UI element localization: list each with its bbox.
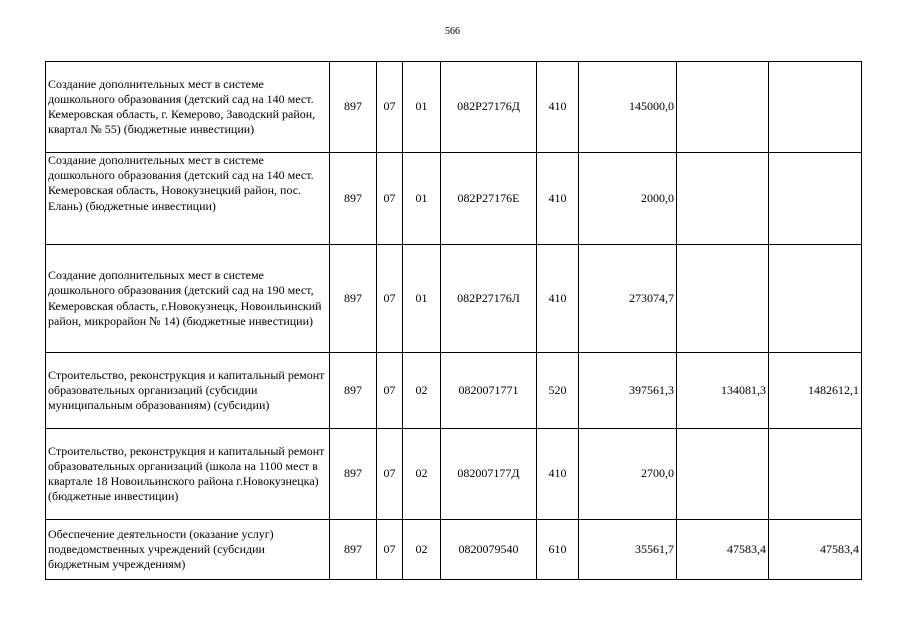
ministry-code-cell: 897 (330, 520, 377, 580)
ministry-code-cell: 897 (330, 353, 377, 429)
table-row (46, 153, 862, 245)
table-row (46, 353, 862, 429)
sum-3-cell (769, 153, 862, 245)
ministry-code-cell: 897 (330, 153, 377, 245)
row-name-cell: Строительство, реконструкция и капитальный ремонт образовательных организаций (школа на 1100 мест в квартале 18 Новоильинского района г.Новокузнецка) (бюджетные инвестиции) (46, 429, 330, 520)
table-row (46, 62, 862, 153)
sum-3-cell (769, 429, 862, 520)
section-code-cell: 07 (377, 520, 403, 580)
target-code-cell: 082P27176E (441, 153, 537, 245)
budget-table (45, 61, 862, 580)
row-name-cell: Строительство, реконструкция и капитальный ремонт образовательных организаций (субсидии муниципальным образованиям) (субсидии) (46, 353, 330, 429)
section-code-cell: 07 (377, 153, 403, 245)
table-row (46, 245, 862, 353)
expense-type-cell: 410 (537, 429, 579, 520)
sum-2-cell: 47583,4 (677, 520, 769, 580)
target-code-cell: 082P27176Д (441, 62, 537, 153)
expense-type-cell: 410 (537, 245, 579, 353)
section-code-cell: 07 (377, 429, 403, 520)
target-code-cell: 082P27176Л (441, 245, 537, 353)
row-name-cell: Обеспечение деятельности (оказание услуг) подведомственных учреждений (субсидии бюджетным учреждениям) (46, 520, 330, 580)
subsection-code-cell: 02 (403, 520, 441, 580)
ministry-code-cell: 897 (330, 429, 377, 520)
expense-type-cell: 410 (537, 62, 579, 153)
target-code-cell: 0820071771 (441, 353, 537, 429)
subsection-code-cell: 02 (403, 353, 441, 429)
ministry-code-cell: 897 (330, 62, 377, 153)
sum-1-cell: 35561,7 (579, 520, 677, 580)
sum-2-cell (677, 429, 769, 520)
sum-2-cell: 134081,3 (677, 353, 769, 429)
table-row (46, 429, 862, 520)
row-name-cell: Создание дополнительных мест в системе дошкольного образования (детский сад на 190 мест, Кемеровская область, г.Новокузнецк, Новоильинский район, микрорайон № 14) (бюджетные инвестиции) (46, 245, 330, 353)
table-body (46, 62, 862, 580)
subsection-code-cell: 01 (403, 153, 441, 245)
subsection-code-cell: 01 (403, 62, 441, 153)
sum-3-cell (769, 245, 862, 353)
sum-1-cell: 2700,0 (579, 429, 677, 520)
sum-2-cell (677, 245, 769, 353)
section-code-cell: 07 (377, 62, 403, 153)
sum-1-cell: 397561,3 (579, 353, 677, 429)
page-number: 566 (445, 26, 460, 37)
expense-type-cell: 610 (537, 520, 579, 580)
sum-2-cell (677, 153, 769, 245)
sum-2-cell (677, 62, 769, 153)
sum-1-cell: 273074,7 (579, 245, 677, 353)
sum-3-cell: 1482612,1 (769, 353, 862, 429)
expense-type-cell: 520 (537, 353, 579, 429)
sum-3-cell: 47583,4 (769, 520, 862, 580)
subsection-code-cell: 02 (403, 429, 441, 520)
ministry-code-cell: 897 (330, 245, 377, 353)
table-row (46, 520, 862, 580)
sum-1-cell: 145000,0 (579, 62, 677, 153)
target-code-cell: 082007177Д (441, 429, 537, 520)
target-code-cell: 0820079540 (441, 520, 537, 580)
row-name-cell: Создание дополнительных мест в системе дошкольного образования (детский сад на 140 мест. Кемеровская область, Новокузнецкий район, пос. Елань) (бюджетные инвестиции) (46, 153, 330, 245)
section-code-cell: 07 (377, 245, 403, 353)
subsection-code-cell: 01 (403, 245, 441, 353)
row-name-cell: Создание дополнительных мест в системе дошкольного образования (детский сад на 140 мест. Кемеровская область, г. Кемерово, Заводский район, квартал № 55) (бюджетные инвестиции) (46, 62, 330, 153)
sum-3-cell (769, 62, 862, 153)
section-code-cell: 07 (377, 353, 403, 429)
sum-1-cell: 2000,0 (579, 153, 677, 245)
expense-type-cell: 410 (537, 153, 579, 245)
